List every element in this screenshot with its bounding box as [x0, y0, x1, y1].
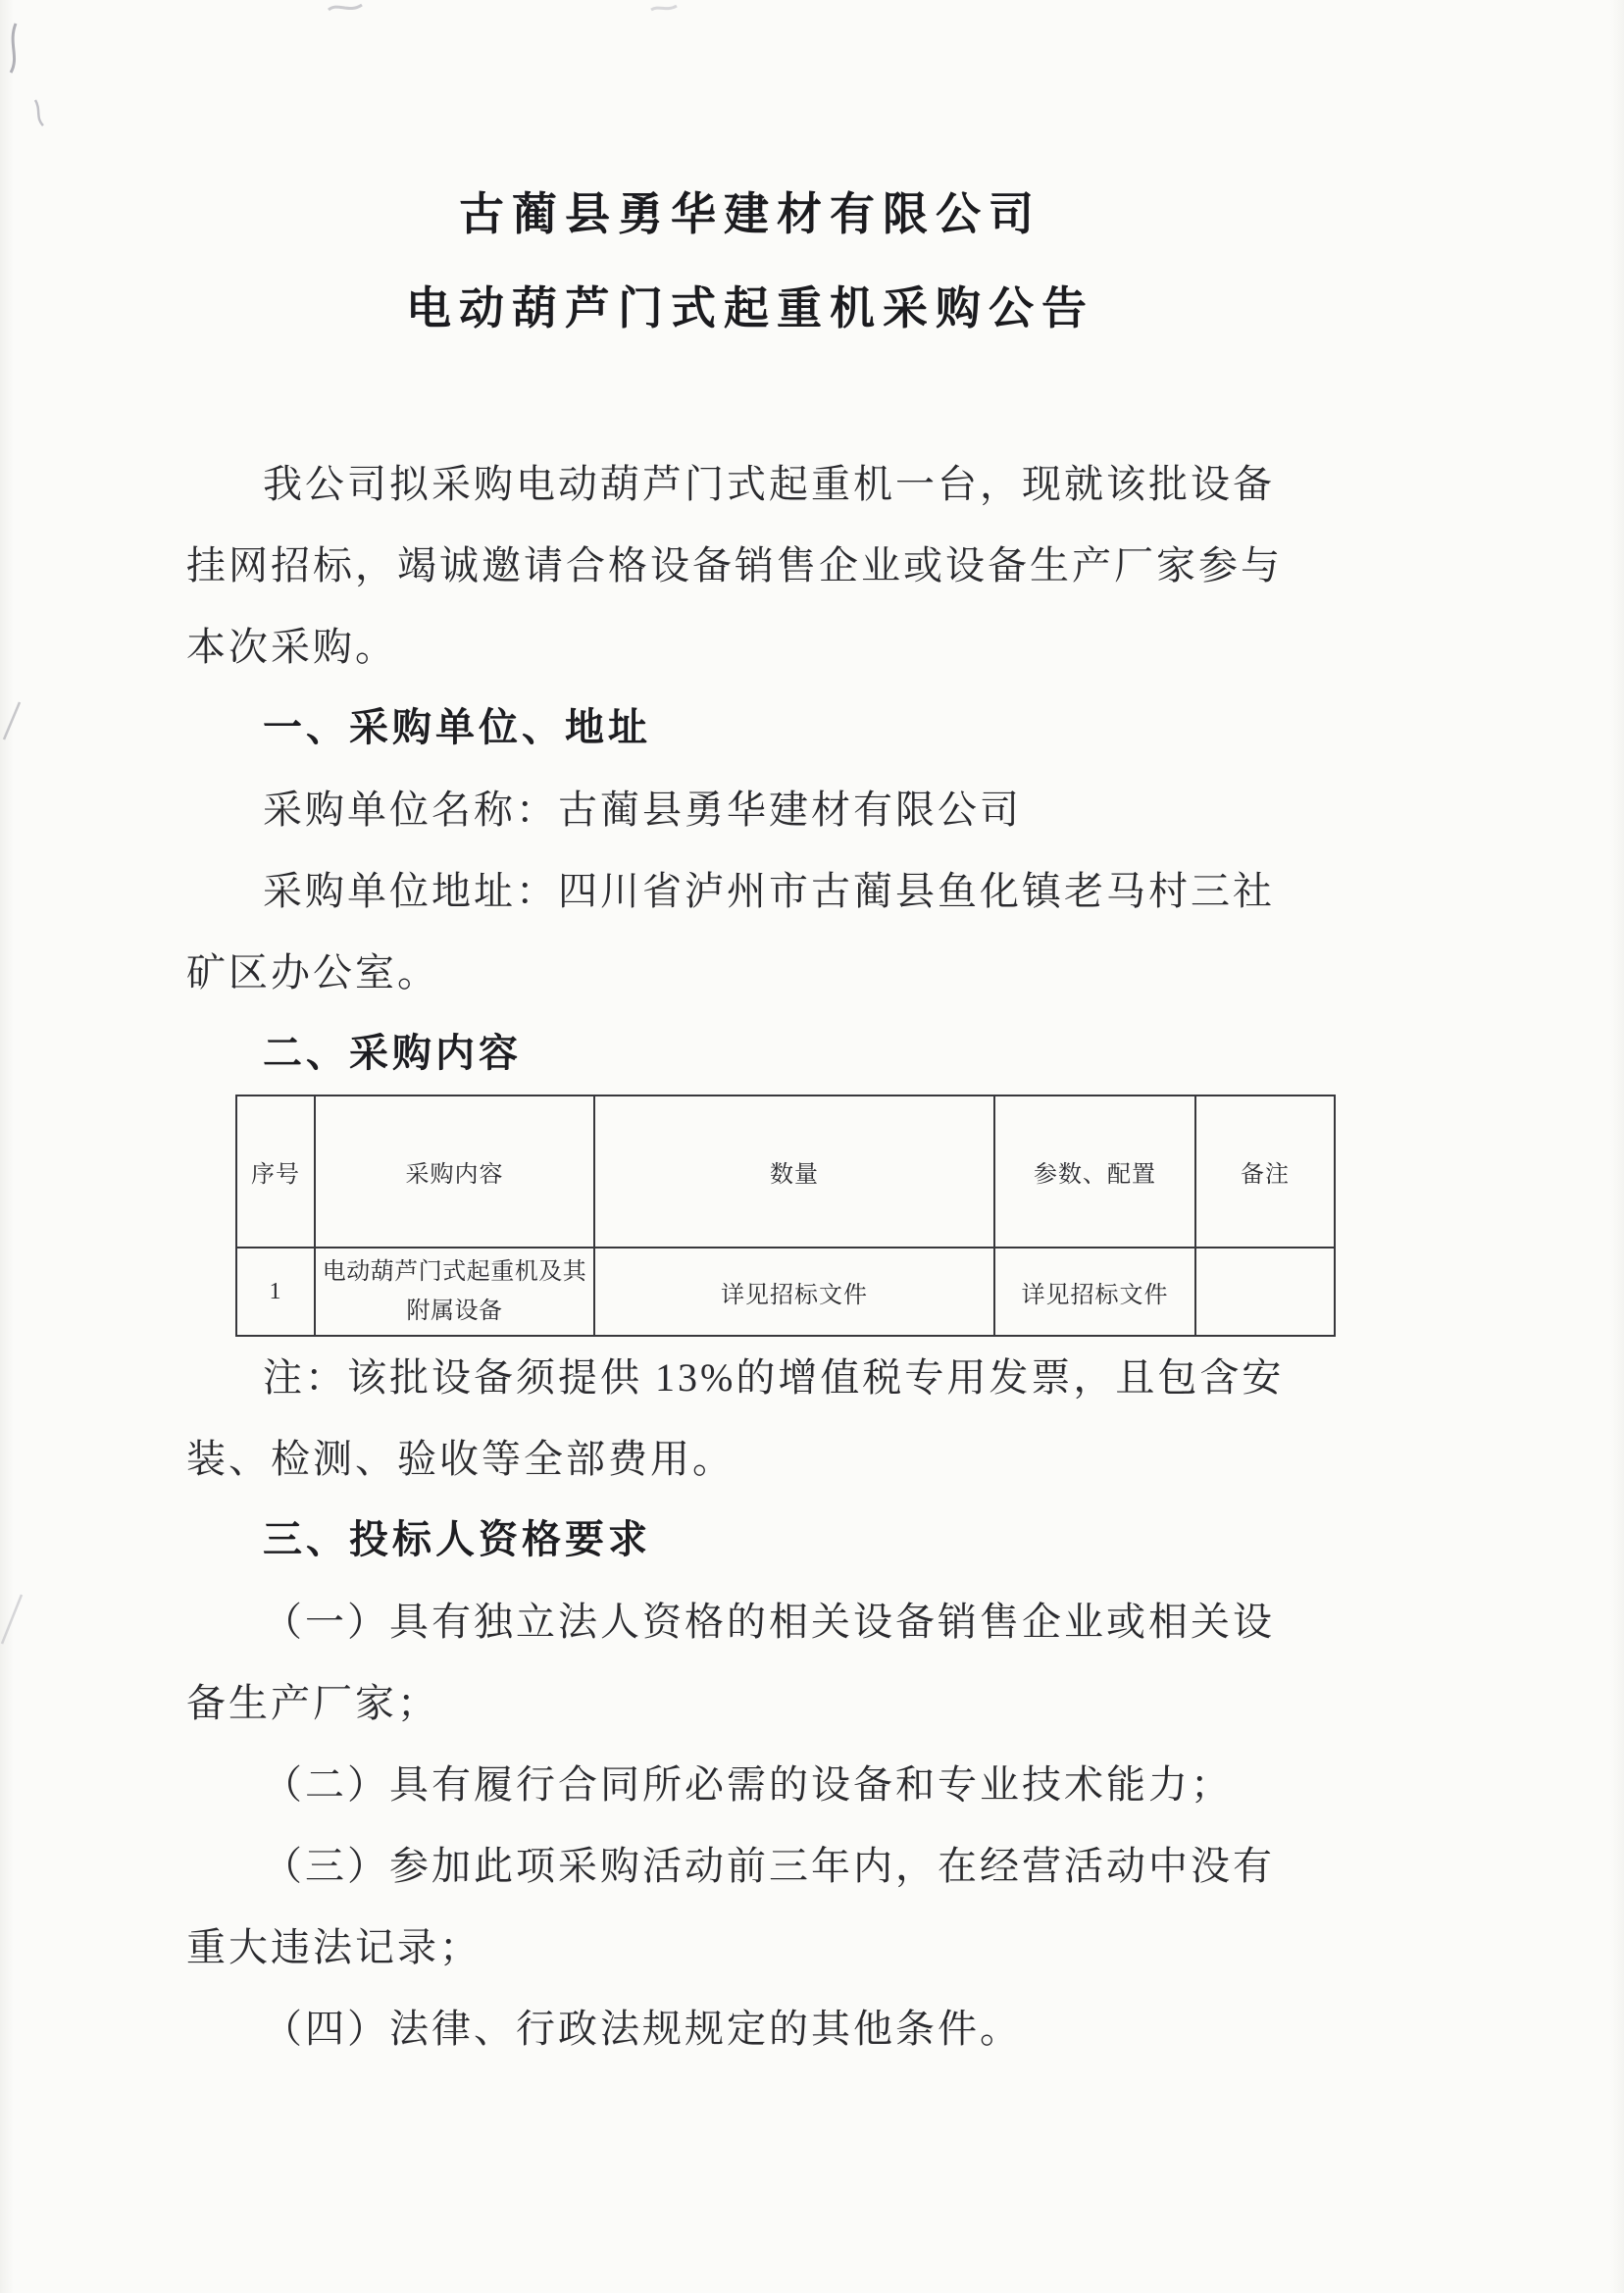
cell-remark: [1195, 1248, 1335, 1336]
col-header-params: 参数、配置: [994, 1096, 1195, 1248]
cell-params: 详见招标文件: [994, 1248, 1195, 1336]
note-line: 注：该批设备须提供 13%的增值税专用发票，且包含安: [263, 1355, 1285, 1400]
title-line-1: 古蔺县勇华建材有限公司: [459, 188, 1041, 239]
document-content: [186, 0, 1432, 2069]
procurement-table: [235, 1095, 1336, 1337]
section-1-heading: 一、采购单位、地址: [263, 706, 651, 749]
purchaser-address-line: 采购单位地址：四川省泸州市古蔺县鱼化镇老马村三社: [263, 869, 1275, 913]
scan-artifact-pen-mark: [2, 16, 71, 143]
col-header-quantity: 数量: [594, 1096, 994, 1248]
cell-seq: 1: [236, 1248, 315, 1336]
qualification-item-1-cont: 备生产厂家；: [186, 1681, 439, 1725]
note-line-cont: 装、检测、验收等全部费用。: [186, 1437, 735, 1481]
intro-line: 我公司拟采购电动葫芦门式起重机一台，现就该批设备: [263, 462, 1275, 506]
col-header-remark: 备注: [1195, 1096, 1335, 1248]
purchaser-name-line: 采购单位名称：古蔺县勇华建材有限公司: [263, 788, 1022, 832]
qualification-item-4: （四）法律、行政法规规定的其他条件。: [263, 2007, 1022, 2051]
intro-line: 挂网招标，竭诚邀请合格设备销售企业或设备生产厂家参与: [186, 543, 1283, 587]
cell-content: 电动葫芦门式起重机及其附属设备: [315, 1248, 594, 1336]
scan-artifact-margin-mark: [0, 698, 25, 743]
table-row: [236, 1248, 1335, 1336]
title-line-2: 电动葫芦门式起重机采购公告: [406, 282, 1094, 333]
purchaser-address-line-cont: 矿区办公室。: [186, 950, 439, 994]
qualification-item-3: （三）参加此项采购活动前三年内，在经营活动中没有: [263, 1844, 1275, 1888]
qualification-item-3-cont: 重大违法记录；: [186, 1925, 482, 1969]
document-title: [127, 167, 1373, 355]
qualification-item-1: （一）具有独立法人资格的相关设备销售企业或相关设: [263, 1600, 1275, 1644]
scan-artifact-margin-mark: [0, 1589, 25, 1648]
cell-quantity: 详见招标文件: [594, 1248, 994, 1336]
col-header-content: 采购内容: [315, 1096, 594, 1248]
section-2-heading: 二、采购内容: [263, 1032, 522, 1075]
section-3-heading: 三、投标人资格要求: [263, 1518, 651, 1561]
intro-line: 本次采购。: [186, 625, 397, 669]
table-header-row: [236, 1096, 1335, 1248]
qualification-item-2: （二）具有履行合同所必需的设备和专业技术能力；: [263, 1762, 1233, 1807]
col-header-seq: 序号: [236, 1096, 315, 1248]
